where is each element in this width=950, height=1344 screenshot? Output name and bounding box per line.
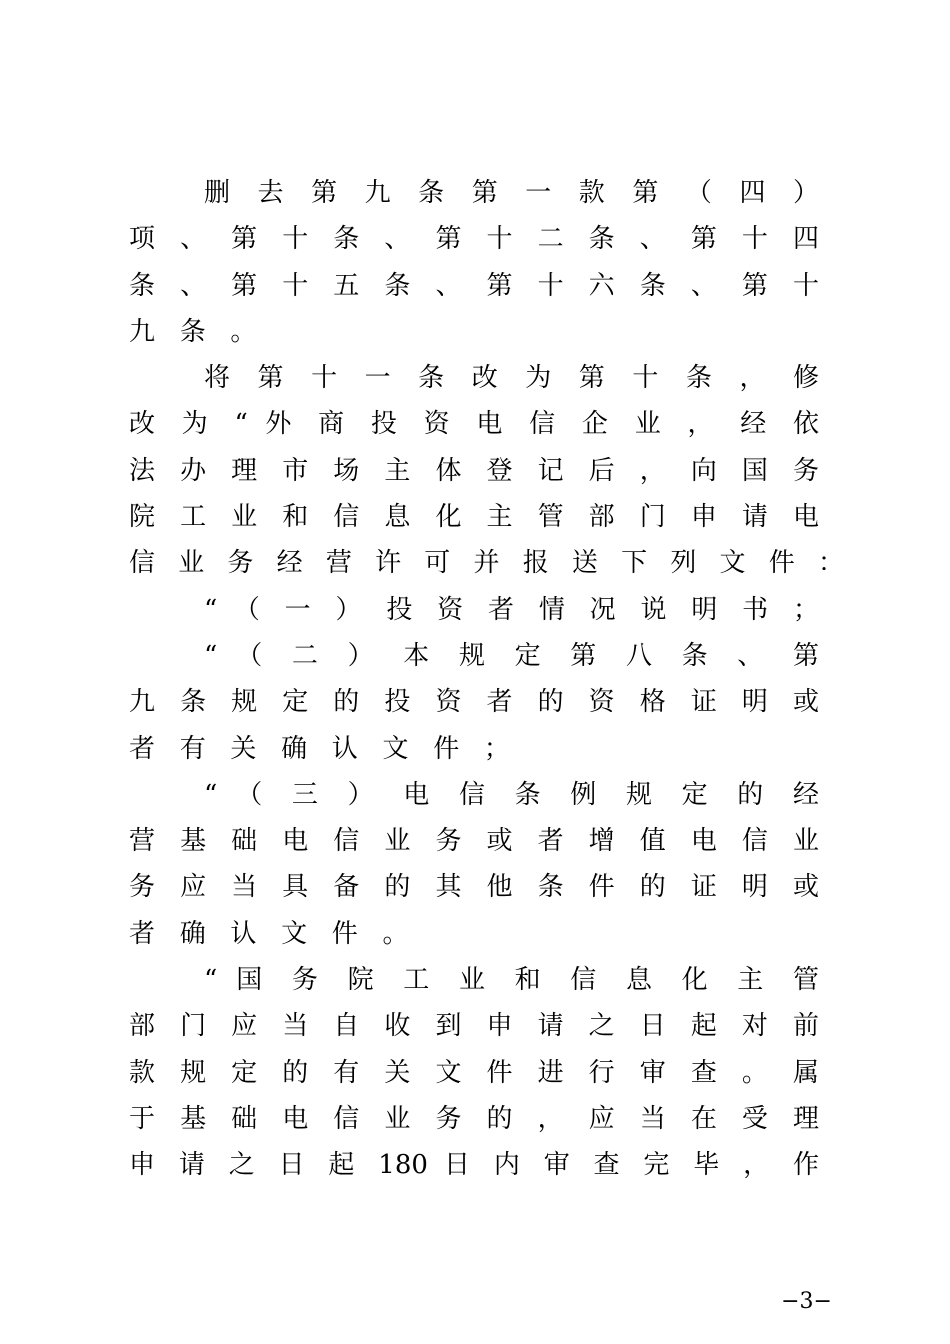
text-line: 信 业 务 经 营 许 可 并 报 送 下 列 文 件 ： <box>129 548 844 579</box>
text-line: 改 为 “ 外 商 投 资 电 信 企 业 ， 经 依 <box>129 409 819 440</box>
text-line: 院 工 业 和 信 息 化 主 管 部 门 申 请 电 <box>129 502 819 533</box>
page-number: −3− <box>781 1289 832 1314</box>
text-line: 法 办 理 市 场 主 体 登 记 后 ， 向 国 务 <box>129 455 819 486</box>
text-line: 项 、 第 十 条 、 第 十 二 条 、 第 十 四 <box>129 224 819 255</box>
text-line: 款 规 定 的 有 关 文 件 进 行 审 查 。 属 <box>129 1057 819 1088</box>
document-body <box>129 170 844 1189</box>
text-line: 者确认文件。 <box>129 918 434 949</box>
text-line: 营 基 础 电 信 业 务 或 者 增 值 电 信 业 <box>129 826 819 857</box>
text-line: 申 请 之 日 起 180 日 内 审 查 完 毕 ， 作 <box>129 1150 819 1181</box>
text-line: 九条。 <box>129 316 282 347</box>
text-line: 条 、 第 十 五 条 、 第 十 六 条 、 第 十 <box>129 270 819 301</box>
text-line: “ 国 务 院 工 业 和 信 息 化 主 管 <box>204 965 819 996</box>
text-line: 删 去 第 九 条 第 一 款 第 （ 四 ） <box>204 178 819 208</box>
text-line: 者有关确认文件； <box>129 733 535 764</box>
text-line: “ （ 三 ） 电 信 条 例 规 定 的 经 <box>204 779 819 810</box>
text-line: “ （ 二 ） 本 规 定 第 八 条 、 第 <box>204 640 819 671</box>
text-line: 于 基 础 电 信 业 务 的 ， 应 当 在 受 理 <box>129 1103 819 1134</box>
text-line: “ （ 一 ） 投 资 者 情 况 说 明 书 ； <box>204 594 819 625</box>
text-line: 部 门 应 当 自 收 到 申 请 之 日 起 对 前 <box>129 1011 819 1042</box>
text-line: 九 条 规 定 的 投 资 者 的 资 格 证 明 或 <box>129 687 819 718</box>
text-line: 将 第 十 一 条 改 为 第 十 条 ， 修 <box>204 363 819 394</box>
text-line: 务 应 当 具 备 的 其 他 条 件 的 证 明 或 <box>129 872 819 903</box>
